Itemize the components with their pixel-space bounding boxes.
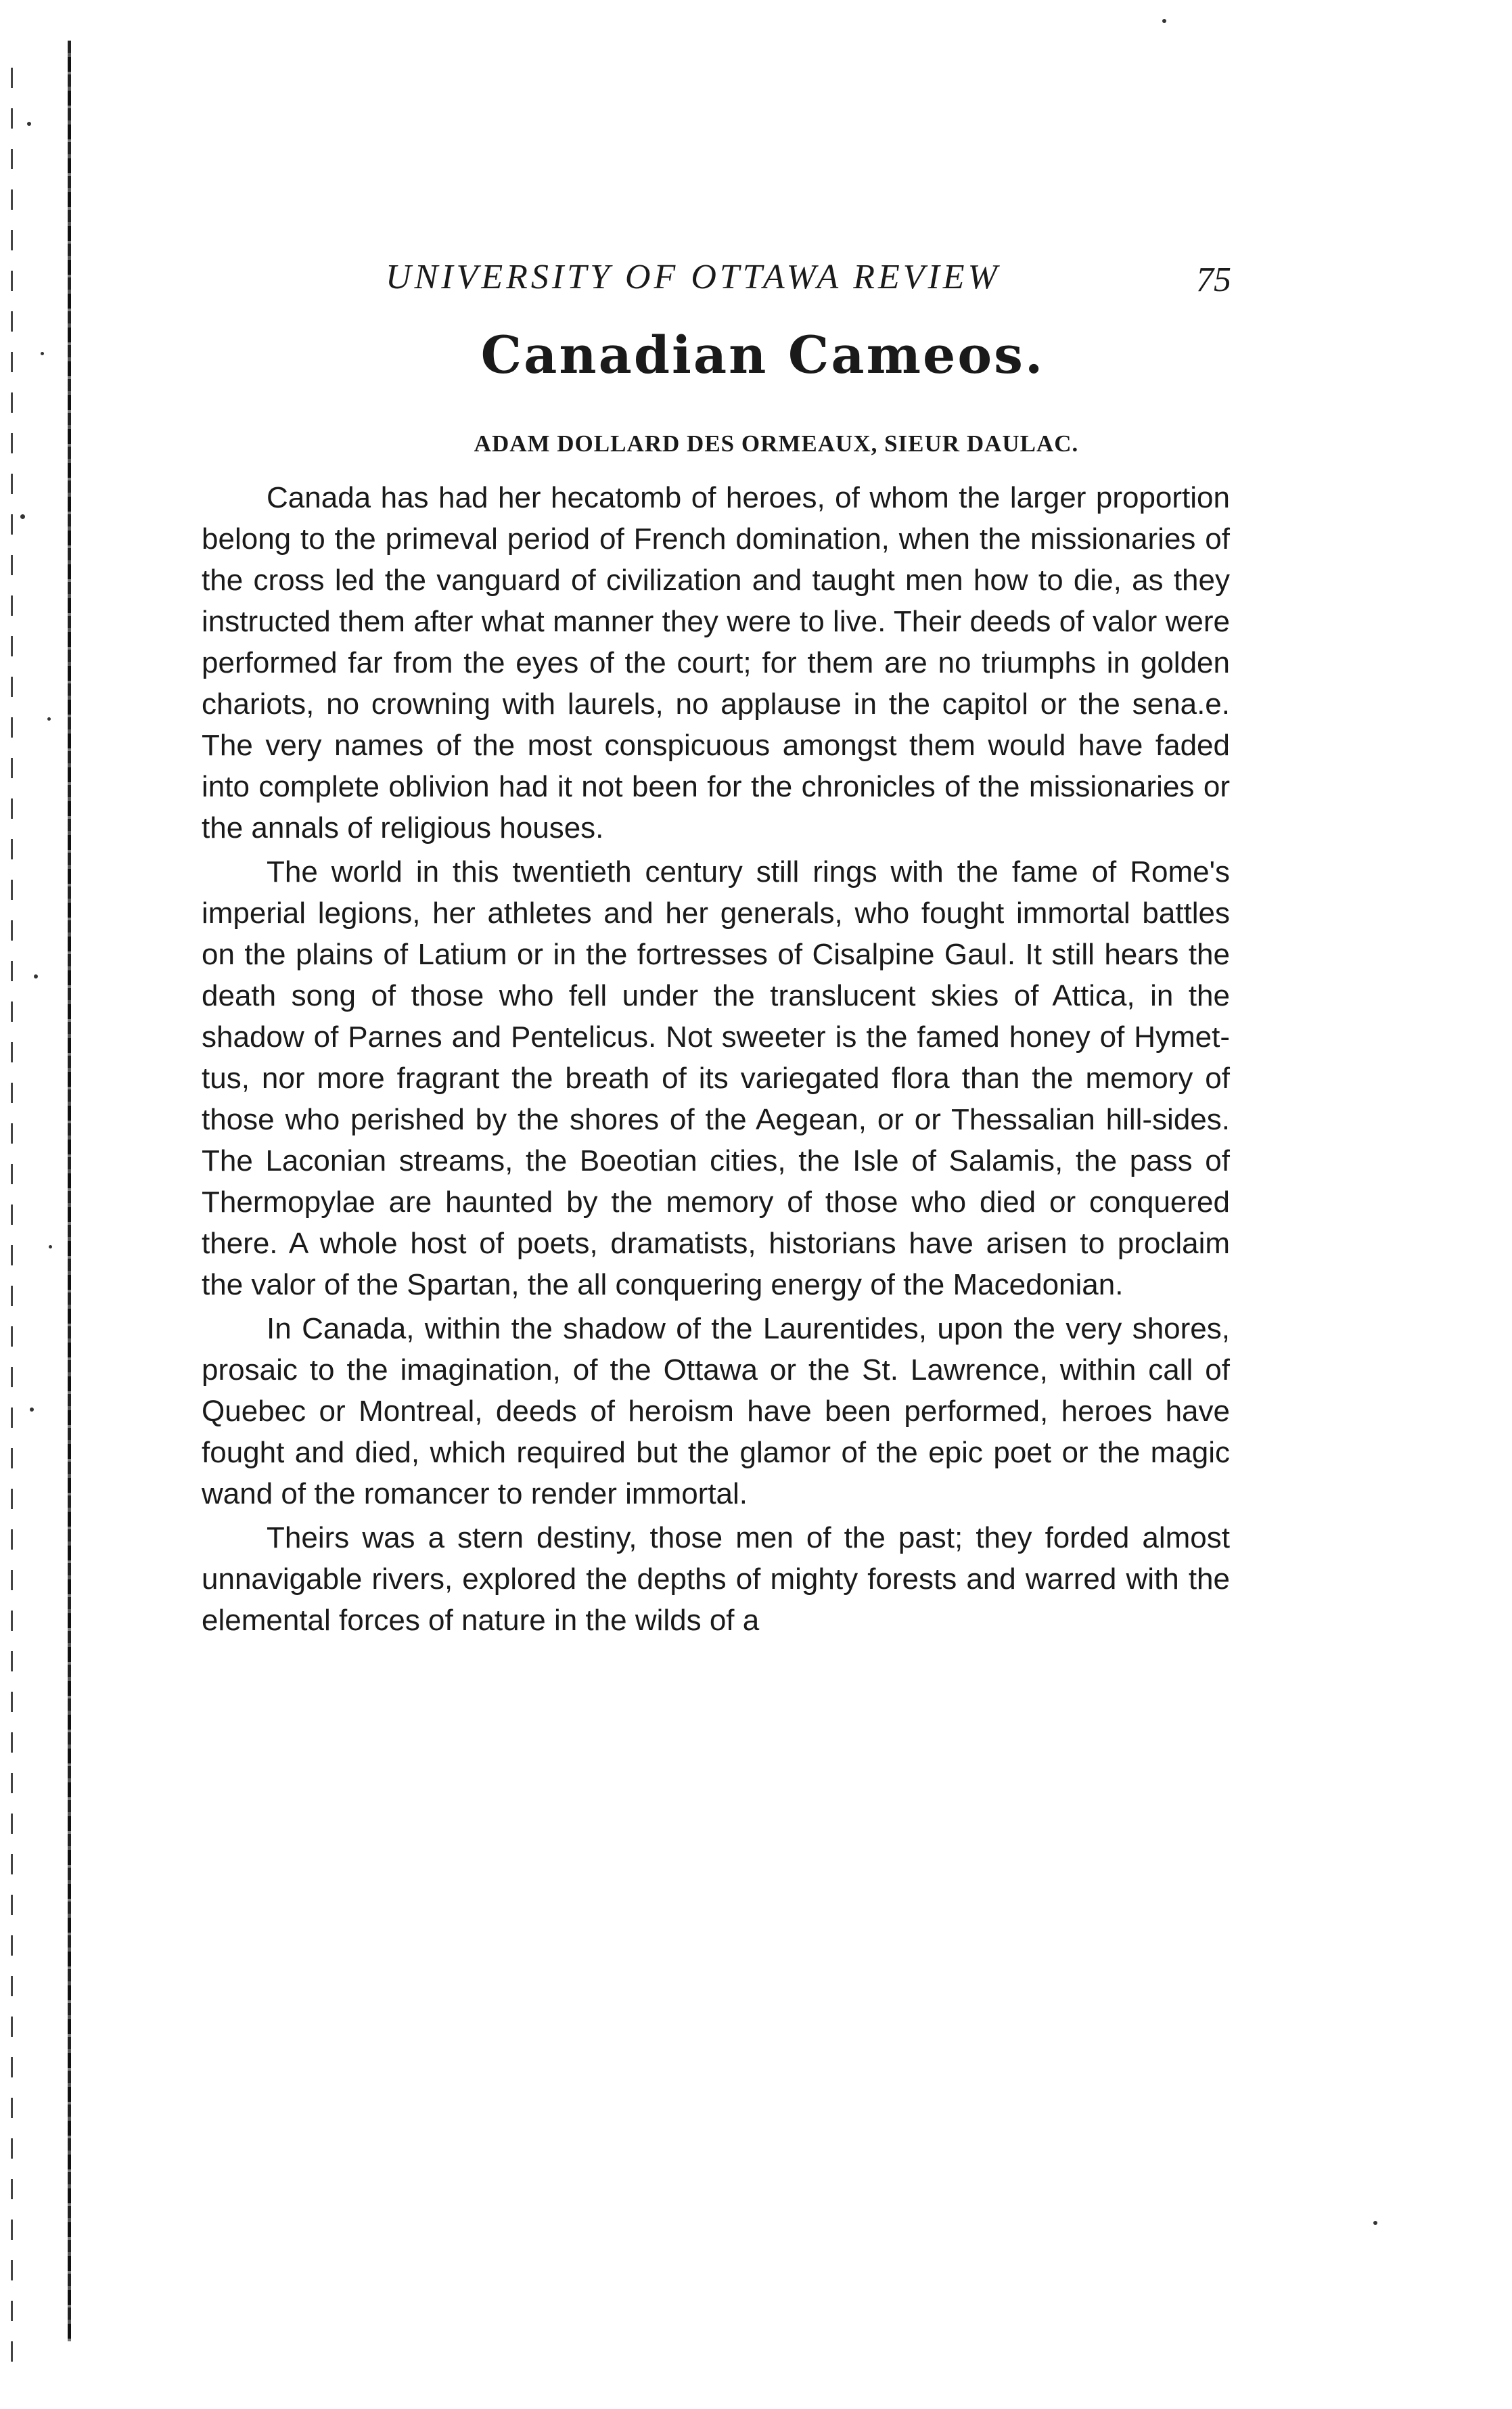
binding-rule [68,41,71,2341]
page-number: 75 [1196,261,1231,299]
scan-speck [27,122,31,126]
article-title: Canadian Cameos. [480,325,1045,385]
binding-edge [0,41,135,2382]
paragraph: Theirs was a stern destiny, those men of the past; they forded almost unnavigable rivers, explored the depths of mighty forests and warred with the elemental forces of nature in the wilds of a [202,1521,1230,1637]
page-header [379,257,1231,311]
paragraph: Canada has had her hecatomb of heroes, of whom the larger proportion belong to the primeval period of French domination, when the missionaries of the cross led the vanguard of civilization and taught men how to die, as they instructed them after what manner they were to live. Their deeds of valor were performed far from the eyes of the court; for them are no triumphs in golden chariots, no crowning with laurels, no applause in the capitol or the sena.e. The very names of the most conspicuous amongst them would have faded into complete oblivion had it not been for the chronicles of the missionaries or the annals of religious houses. [202,481,1230,845]
article-body [202,477,1230,1641]
scan-dot [1373,2221,1377,2225]
article-subtitle: ADAM DOLLARD DES ORMEAUX, SIEUR DAULAC. [474,430,1079,457]
scan-speck [49,1245,52,1248]
scan-speck [34,974,38,978]
scan-dot [1162,19,1166,23]
scan-speck [47,717,51,721]
scan-speck [20,514,25,519]
paragraph: In Canada, within the shadow of the Laurentides, upon the very shores, prosaic to the imagination, of the Ottawa or the St. Lawrence, within call of Quebec or Montreal, deeds of heroism have been performed, heroes have fought and died, which required but the glamor of the epic poet or the magic wand of the romancer to render immortal. [202,1312,1230,1510]
running-head: UNIVERSITY OF OTTAWA REVIEW [386,258,1001,296]
binding-rule-thin [11,68,13,2368]
scan-speck [30,1408,34,1412]
paragraph: The world in this twentieth century still rings with the fame of Rome's imperial legions, her athletes and her generals, who fought immortal battles on the plains of Latium or in the fortresses of Cisalpine Gaul. It still hears the death song of those who fell under the translucent skies of Attica, in the shadow of Parnes and Pentelicus. Not sweeter is the famed honey of Hymettus, nor more fragrant the breath of its variegated flora than the memory of those who perished by the shores of the Aegean, or or Thessalian hill-sides. The Laconian streams, the Boeotian cities, the Isle of Salamis, the pass of Thermopylae are haunted by the memory of those who died or conquered there. A whole host of poets, dramatists, historians have arisen to proclaim the valor of the Spartan, the all conquering energy of the Macedonian. [202,855,1230,1301]
